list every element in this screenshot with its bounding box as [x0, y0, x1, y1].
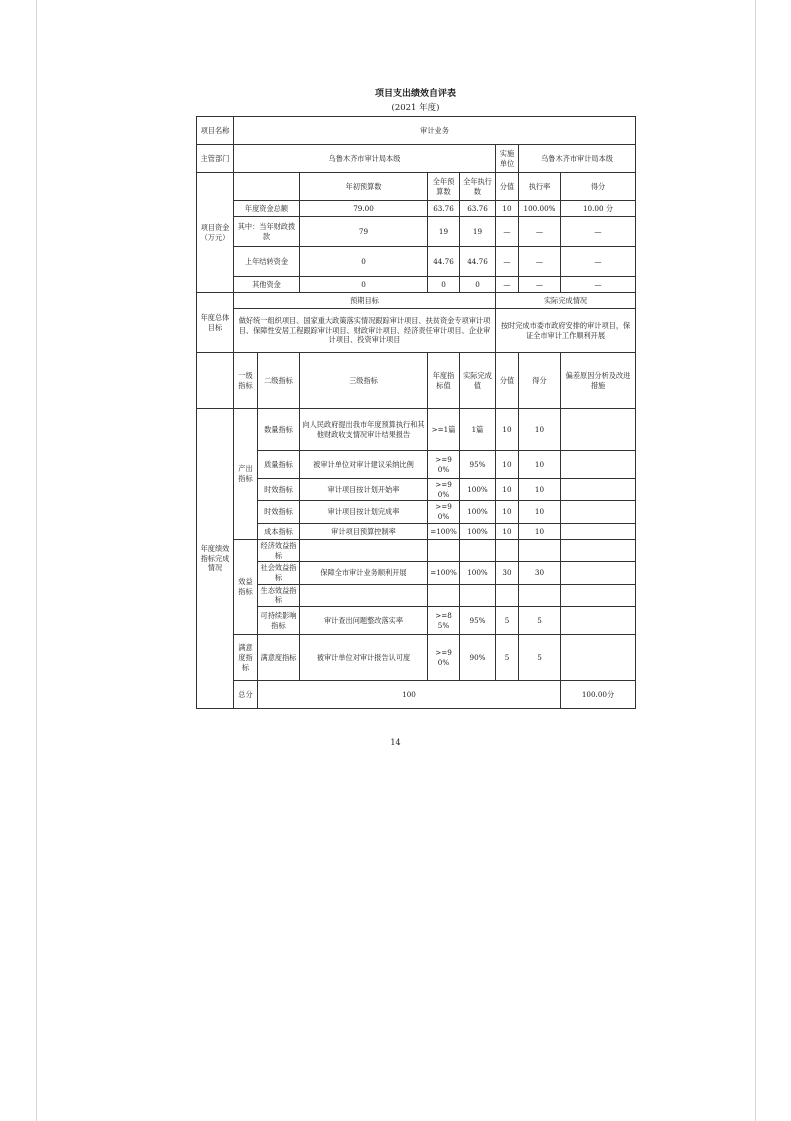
level3-indicator [300, 539, 428, 561]
deviation-note [561, 523, 636, 539]
target-value [428, 539, 460, 561]
level2-indicator: 满意度指标 [258, 635, 300, 681]
performance-label: 年度绩效指标完成情况 [197, 409, 234, 709]
implementing-unit-label: 实施单位 [496, 145, 519, 173]
total-row [197, 681, 636, 709]
funds-cell: 0 [428, 277, 460, 293]
funds-row-label: 其他资金 [234, 277, 300, 293]
indicator-row [197, 607, 636, 635]
page-left-border [36, 0, 37, 1121]
level3-indicator: 向人民政府提出我市年度预算执行和其他财政收支情况审计结果报告 [300, 409, 428, 451]
funds-header: 全年预算数 [428, 173, 460, 201]
project-name-row [197, 117, 636, 145]
actual-value: 95% [460, 607, 496, 635]
indicator-header: 实际完成值 [460, 353, 496, 409]
funds-header: 全年执行数 [460, 173, 496, 201]
target-value: >=90% [428, 451, 460, 479]
funds-cell: 100.00% [519, 201, 561, 217]
actual-value: 1篇 [460, 409, 496, 451]
indicator-row [197, 451, 636, 479]
department-value: 乌鲁木齐市审计局本级 [234, 145, 496, 173]
funds-cell: — [496, 217, 519, 247]
funds-header: 执行率 [519, 173, 561, 201]
weight-value: 10 [496, 451, 519, 479]
actual-value: 100% [460, 523, 496, 539]
deviation-note [561, 479, 636, 501]
page-right-border [755, 0, 756, 1121]
funds-header-blank [234, 173, 300, 201]
self-evaluation-table [196, 116, 636, 709]
deviation-note [561, 584, 636, 606]
department-label: 主管部门 [197, 145, 234, 173]
indicator-row [197, 523, 636, 539]
level3-indicator: 审计项目按计划开始率 [300, 479, 428, 501]
weight-value: 5 [496, 635, 519, 681]
actual-value: 100% [460, 562, 496, 584]
weight-value [496, 584, 519, 606]
funds-cell: 44.76 [428, 247, 460, 277]
level2-indicator: 可持续影响指标 [258, 607, 300, 635]
page-number: 14 [390, 738, 401, 747]
score-value: 5 [519, 635, 561, 681]
funds-cell: 10 [496, 201, 519, 217]
funds-cell: — [519, 277, 561, 293]
deviation-note [561, 451, 636, 479]
level3-indicator: 审计项目按计划完成率 [300, 501, 428, 523]
deviation-note [561, 539, 636, 561]
funds-header: 年初预算数 [300, 173, 428, 201]
indicator-row [197, 479, 636, 501]
actual-value: 100% [460, 479, 496, 501]
deviation-note [561, 607, 636, 635]
weight-value: 10 [496, 479, 519, 501]
expected-goal-header: 预期目标 [234, 293, 496, 309]
indicator-header: 分值 [496, 353, 519, 409]
target-value [428, 584, 460, 606]
funds-cell: 10.00 分 [561, 201, 636, 217]
indicator-header-blank [197, 353, 234, 409]
indicator-header: 三级指标 [300, 353, 428, 409]
deviation-note [561, 562, 636, 584]
indicator-header: 一级指标 [234, 353, 258, 409]
target-value: >=90% [428, 635, 460, 681]
indicator-header: 二级指标 [258, 353, 300, 409]
funds-cell: — [496, 277, 519, 293]
target-value: =100% [428, 562, 460, 584]
indicator-row [197, 501, 636, 523]
level2-indicator: 生态效益指标 [258, 584, 300, 606]
funds-header-row [197, 173, 636, 201]
funds-row [197, 217, 636, 247]
level2-indicator: 时效指标 [258, 501, 300, 523]
target-value: >=1篇 [428, 409, 460, 451]
indicator-row [197, 539, 636, 561]
total-label: 总分 [234, 681, 258, 709]
funds-cell: 63.76 [460, 201, 496, 217]
target-value: >=85% [428, 607, 460, 635]
funds-cell: 0 [300, 247, 428, 277]
target-value: =100% [428, 523, 460, 539]
funds-row [197, 277, 636, 293]
actual-completion-header: 实际完成情况 [496, 293, 636, 309]
funds-label: 项目资金（万元） [197, 173, 234, 293]
actual-value: 90% [460, 635, 496, 681]
score-value: 10 [519, 409, 561, 451]
funds-cell: 63.76 [428, 201, 460, 217]
funds-row [197, 247, 636, 277]
target-value: >=90% [428, 501, 460, 523]
actual-value [460, 539, 496, 561]
total-actual: 100.00分 [561, 681, 636, 709]
goals-content-row [197, 309, 636, 353]
indicator-row [197, 562, 636, 584]
score-value: 10 [519, 479, 561, 501]
level3-indicator [300, 584, 428, 606]
funds-cell: 19 [460, 217, 496, 247]
weight-value [496, 539, 519, 561]
weight-value: 30 [496, 562, 519, 584]
indicator-row [197, 635, 636, 681]
weight-value: 10 [496, 409, 519, 451]
funds-cell: — [561, 277, 636, 293]
score-value: 10 [519, 451, 561, 479]
expected-goal-text: 做好统一组织项目、国家重大政策落实情况跟踪审计项目、扶贫资金专项审计项目、保障性安居工程跟踪审计项目、财政审计项目、经济责任审计项目、企业审计项目、投资审计项目 [234, 309, 496, 353]
level3-indicator: 保障全市审计业务顺利开展 [300, 562, 428, 584]
project-name-label: 项目名称 [197, 117, 234, 145]
weight-value: 10 [496, 523, 519, 539]
level2-indicator: 时效指标 [258, 479, 300, 501]
funds-row [197, 201, 636, 217]
funds-row-label: 其中：当年财政拨款 [234, 217, 300, 247]
weight-value: 10 [496, 501, 519, 523]
actual-completion-text: 按时完成市委市政府安排的审计项目，保证全市审计工作顺利开展 [496, 309, 636, 353]
actual-value: 95% [460, 451, 496, 479]
funds-header: 分值 [496, 173, 519, 201]
funds-cell: 0 [460, 277, 496, 293]
indicator-header: 年度指标值 [428, 353, 460, 409]
total-score: 100 [258, 681, 561, 709]
funds-cell: — [496, 247, 519, 277]
indicator-row [197, 409, 636, 451]
indicator-header-row [197, 353, 636, 409]
document-title: 项目支出绩效自评表 [374, 89, 456, 99]
level1-indicator: 效益指标 [234, 539, 258, 634]
level2-indicator: 数量指标 [258, 409, 300, 451]
indicator-header: 偏差原因分析及改进措施 [561, 353, 636, 409]
actual-value [460, 584, 496, 606]
level2-indicator: 社会效益指标 [258, 562, 300, 584]
funds-cell: — [519, 247, 561, 277]
goals-header-row [197, 293, 636, 309]
actual-value: 100% [460, 501, 496, 523]
indicator-header: 得分 [519, 353, 561, 409]
weight-value: 5 [496, 607, 519, 635]
level2-indicator: 成本指标 [258, 523, 300, 539]
score-value: 10 [519, 501, 561, 523]
funds-cell: — [561, 247, 636, 277]
level2-indicator: 质量指标 [258, 451, 300, 479]
deviation-note [561, 635, 636, 681]
score-value: 5 [519, 607, 561, 635]
project-name-value: 审计业务 [234, 117, 636, 145]
annual-goals-label: 年度总体目标 [197, 293, 234, 353]
funds-row-label: 上年结转资金 [234, 247, 300, 277]
level3-indicator: 审计项目预算控制率 [300, 523, 428, 539]
document-subtitle: (2021 年度) [391, 103, 440, 113]
funds-cell: 19 [428, 217, 460, 247]
level3-indicator: 被审计单位对审计报告认可度 [300, 635, 428, 681]
deviation-note [561, 501, 636, 523]
level3-indicator: 被审计单位对审计建议采纳比例 [300, 451, 428, 479]
level3-indicator: 审计查出问题整改落实率 [300, 607, 428, 635]
funds-cell: — [519, 217, 561, 247]
deviation-note [561, 409, 636, 451]
funds-cell: 79.00 [300, 201, 428, 217]
score-value [519, 584, 561, 606]
level1-indicator: 满意度指标 [234, 635, 258, 681]
implementing-unit-value: 乌鲁木齐市审计局本级 [519, 145, 636, 173]
level2-indicator: 经济效益指标 [258, 539, 300, 561]
funds-row-label: 年度资金总额 [234, 201, 300, 217]
funds-cell: — [561, 217, 636, 247]
score-value: 10 [519, 523, 561, 539]
score-value: 30 [519, 562, 561, 584]
level1-indicator: 产出指标 [234, 409, 258, 540]
funds-cell: 0 [300, 277, 428, 293]
funds-cell: 79 [300, 217, 428, 247]
target-value: >=90% [428, 479, 460, 501]
department-row [197, 145, 636, 173]
indicator-row [197, 584, 636, 606]
funds-header: 得分 [561, 173, 636, 201]
funds-cell: 44.76 [460, 247, 496, 277]
score-value [519, 539, 561, 561]
